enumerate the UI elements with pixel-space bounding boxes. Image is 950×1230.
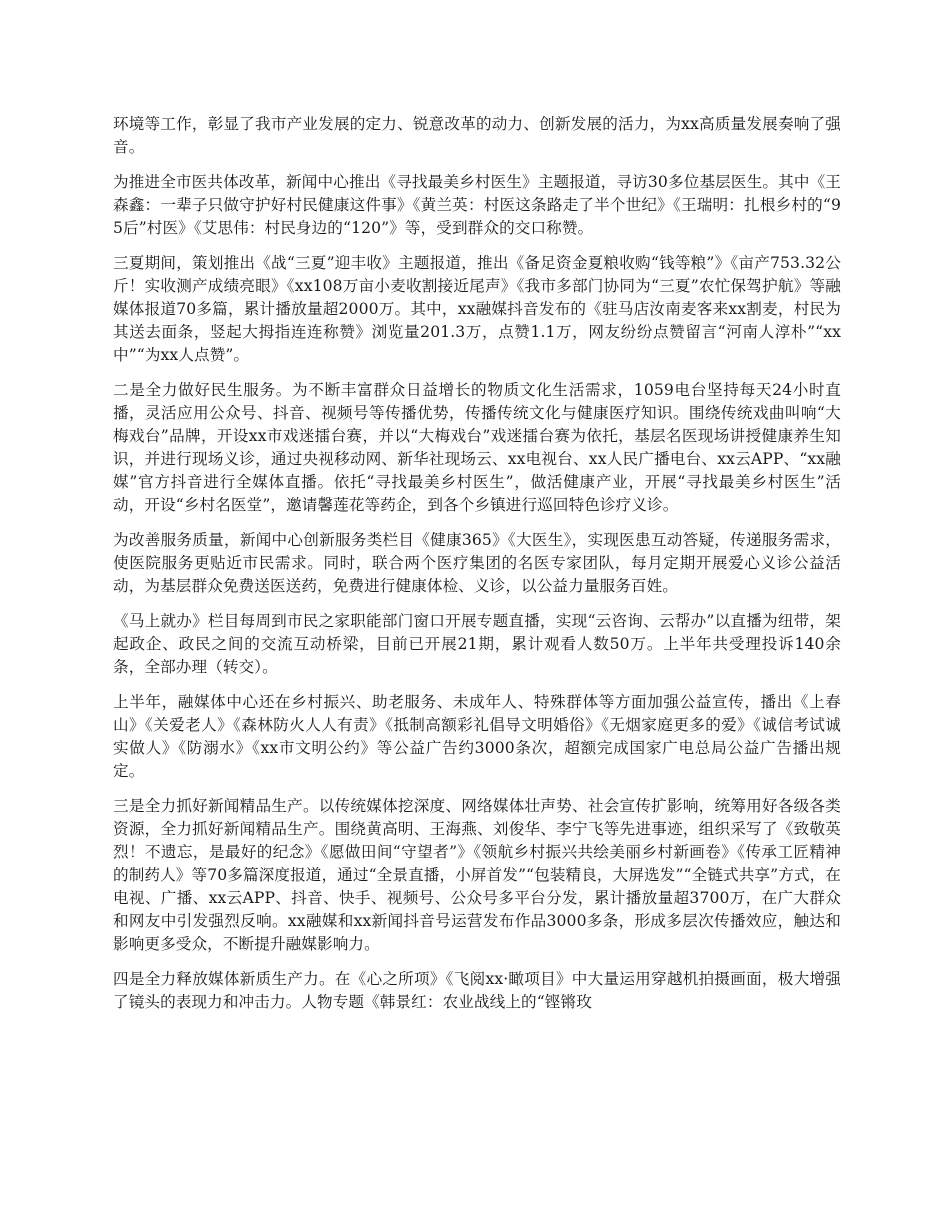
paragraph-4: 二是全力做好民生服务。为不断丰富群众日益增长的物质文化生活需求，1059电台坚持每天24小时直播，灵活应用公众号、抖音、视频号等传播优势，传播传统文化与健康医疗知识。围绕传统戏曲叫响“大梅戏台”品牌，开设xx市戏迷擂台赛，并以“大梅戏台”戏迷擂台赛为依托，基层名医现场讲授健康养生知识，并进行现场义诊，通过央视移动网、新华社现场云、xx电视台、xx人民广播电台、xx云APP、“xx融媒”官方抖音进行全媒体直播。依托“寻找最美乡村医生”，做活健康产业，开展“寻找最美乡村医生”活动，开设“乡村名医堂”，邀请馨莲花等药企，到各个乡镇进行巡回特色诊疗义诊。 xyxy=(113,381,841,514)
document-page xyxy=(113,113,841,1026)
paragraph-9: 四是全力释放媒体新质生产力。在《心之所项》《飞阅xx·瞰项目》中大量运用穿越机拍摄画面，极大增强了镜头的表现力和冲击力。人物专题《韩景红：农业战线上的“铿锵玫 xyxy=(113,970,841,1011)
paragraph-6: 《马上就办》栏目每周到市民之家职能部门窗口开展专题直播，实现“云咨询、云帮办”以直播为纽带，架起政企、政民之间的交流互动桥梁，目前已开展21期，累计观看人数50万。上半年共受理投诉140余条，全部办理（转交）。 xyxy=(113,612,841,676)
paragraph-3: 三夏期间，策划推出《战“三夏”迎丰收》主题报道，推出《备足资金夏粮收购“钱等粮”》《亩产753.32公斤！实收测产成绩亮眼》《xx108万亩小麦收割接近尾声》《我市多部门协同为“三夏”农忙保驾护航》等融媒体报道70多篇，累计播放量超2000万。其中，xx融媒抖音发布的《驻马店汝南麦客来xx割麦，村民为其送去面条，竖起大拇指连连称赞》浏览量201.3万，点赞1.1万，网友纷纷点赞留言“河南人淳朴”“xx中”“为xx人点赞”。 xyxy=(113,254,841,364)
paragraph-2: 为推进全市医共体改革，新闻中心推出《寻找最美乡村医生》主题报道，寻访30多位基层医生。其中《王森鑫：一辈子只做守护好村民健康这件事》《黄兰英：村医这条路走了半个世纪》《王瑞明：扎根乡村的“95后”村医》《艾思伟：村民身边的“120”》等，受到群众的交口称赞。 xyxy=(113,173,841,237)
paragraph-1: 环境等工作，彰显了我市产业发展的定力、锐意改革的动力、创新发展的活力，为xx高质量发展奏响了强音。 xyxy=(113,115,841,156)
paragraph-7: 上半年，融媒体中心还在乡村振兴、助老服务、未成年人、特殊群体等方面加强公益宣传，播出《上春山》《关爱老人》《森林防火人人有责》《抵制高额彩礼倡导文明婚俗》《无烟家庭更多的爱》《诚信考试诚实做人》《防溺水》《xx市文明公约》等公益广告约3000条次，超额完成国家广电总局公益广告播出规定。 xyxy=(113,693,841,780)
paragraph-5: 为改善服务质量，新闻中心创新服务类栏目《健康365》《大医生》，实现医患互动答疑，传递服务需求，使医院服务更贴近市民需求。同时，联合两个医疗集团的名医专家团队，每月定期开展爱心义诊公益活动，为基层群众免费送医送药，免费进行健康体检、义诊，以公益力量服务百姓。 xyxy=(113,531,841,595)
paragraph-8: 三是全力抓好新闻精品生产。以传统媒体挖深度、网络媒体壮声势、社会宣传扩影响，统筹用好各级各类资源，全力抓好新闻精品生产。围绕黄高明、王海燕、刘俊华、李宁飞等先进事迹，组织采写了《致敬英烈！不遗忘，是最好的纪念》《愿做田间“守望者”》《领航乡村振兴共绘美丽乡村新画卷》《传承工匠精神的制药人》等70多篇深度报道，通过“全景直播，小屏首发”“包装精良，大屏选发”“全链式共享”方式，在电视、广播、xx云APP、抖音、快手、视频号、公众号多平台分发，累计播放量超3700万，在广大群众和网友中引发强烈反响。xx融媒和xx新闻抖音号运营发布作品3000多条，形成多层次传播效应，触达和影响更多受众，不断提升融媒影响力。 xyxy=(113,797,841,953)
